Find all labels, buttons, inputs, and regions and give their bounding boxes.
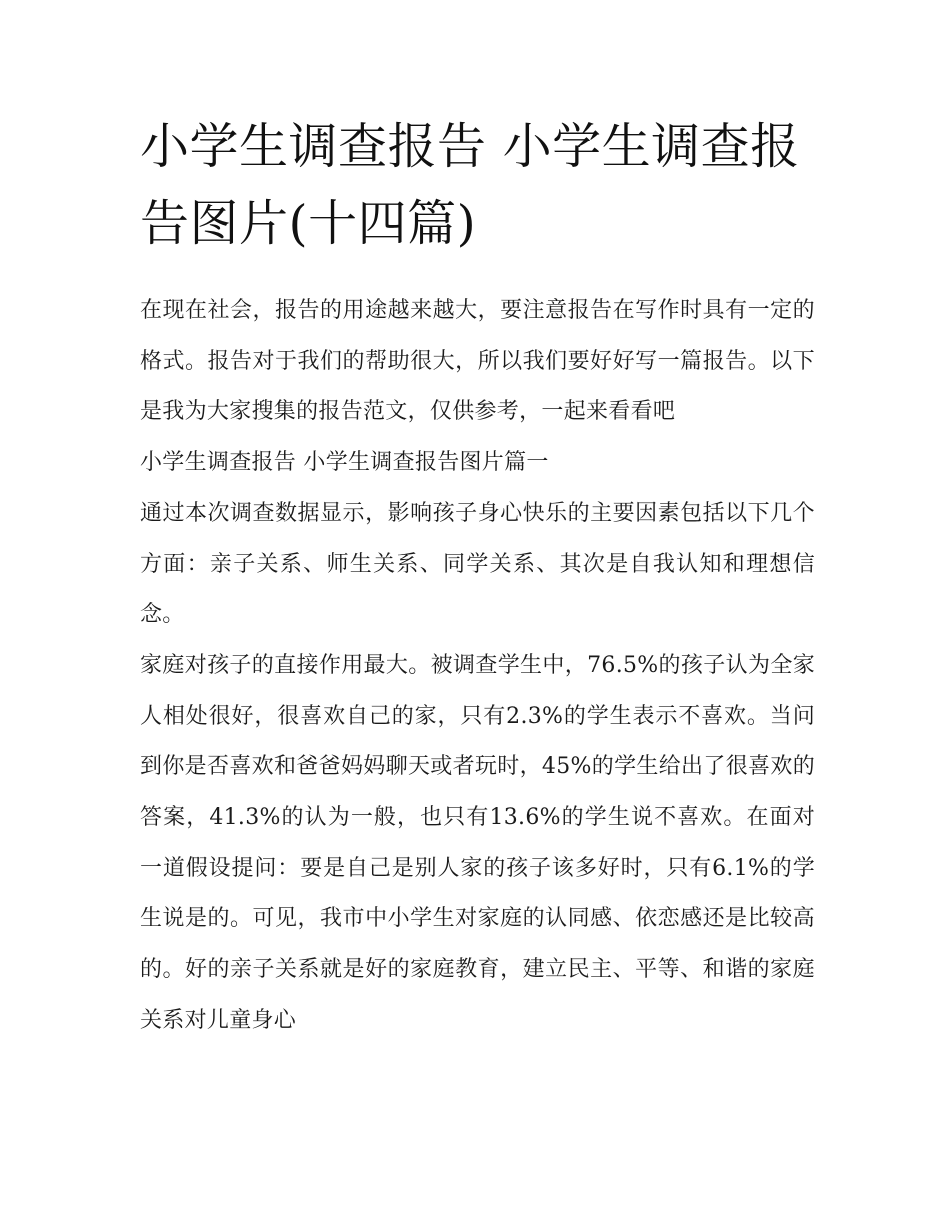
intro-paragraph: 在现在社会，报告的用途越来越大，要注意报告在写作时具有一定的格式。报告对于我们的帮助很大，所以我们要好好写一篇报告。以下是我为大家搜集的报告范文，仅供参考，一起来看看吧 <box>140 298 815 425</box>
document-page <box>140 108 815 1047</box>
document-title: 小学生调查报告 小学生调查报告图片(十四篇) <box>140 118 800 252</box>
factors-paragraph: 通过本次调查数据显示，影响孩子身心快乐的主要因素包括以下几个方面：亲子关系、师生关系、同学关系、其次是自我认知和理想信念。 <box>140 500 815 628</box>
family-paragraph: 家庭对孩子的直接作用最大。被调查学生中，76.5%的孩子认为全家人相处很好，很喜欢自己的家，只有2.3%的学生表示不喜欢。当问到你是否喜欢和爸爸妈妈聊天或者玩时，45%的学生给出了很喜欢的答案，41.3%的认为一般，也只有13.6%的学生说不喜欢。在面对一道假设提问：要是自己是别人家的孩子该多好时，只有6.1%的学生说是的。可见，我市中小学生对家庭的认同感、依恋感还是比较高的。好的亲子关系就是好的家庭教育，建立民主、平等、和谐的家庭关系对儿童身心 <box>140 652 815 1033</box>
section-heading: 小学生调查报告 小学生调查报告图片篇一 <box>140 450 549 476</box>
document-body <box>140 286 815 1047</box>
